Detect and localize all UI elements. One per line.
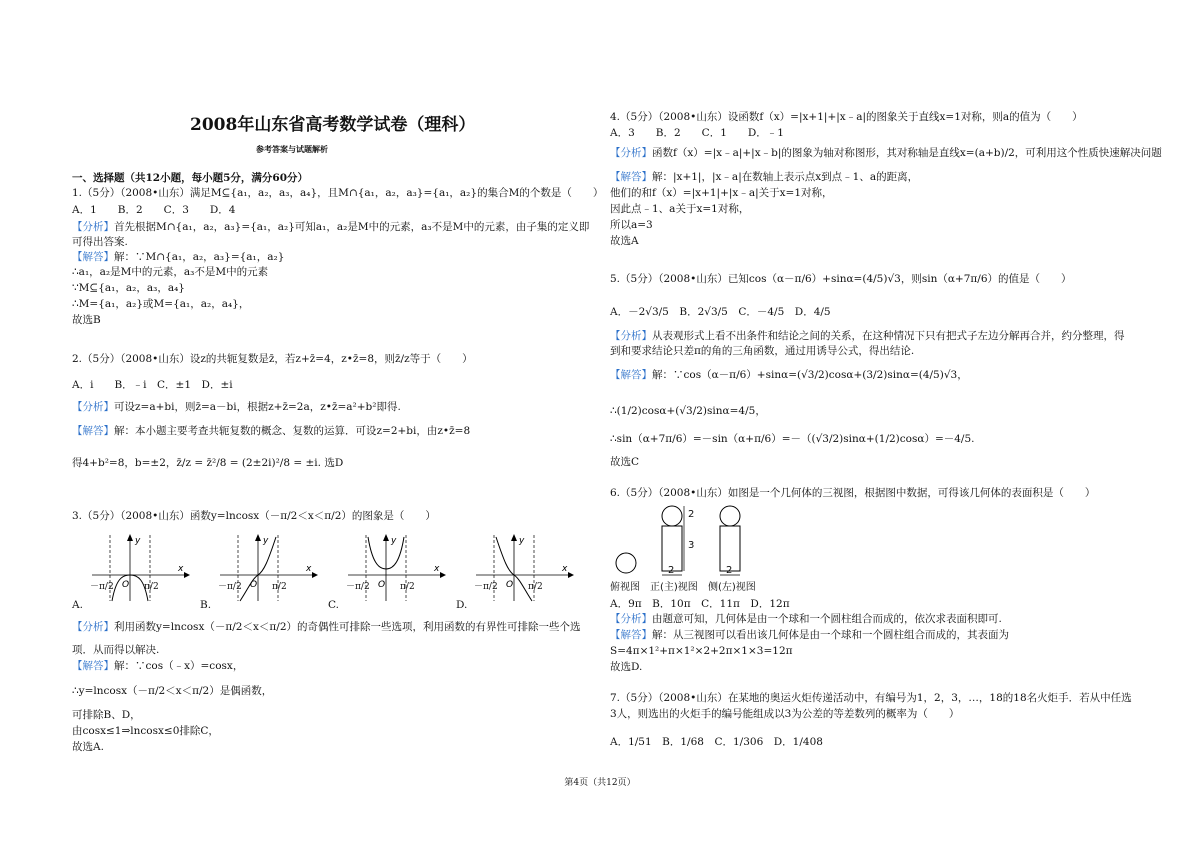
axis-x-label: x (562, 564, 568, 574)
analysis-tag: 【分析】 (72, 401, 114, 413)
q5-stem: 5.（5分）（2008•山东）已知cos（α－π/6）+sinα=(4/5)√3，则sin（α+7π/6）的值是（ ） (610, 273, 1072, 285)
dim-side-width: 2 (726, 565, 733, 576)
q5-analysis-text: 从表观形式上看不出条件和结论之间的关系，在这种情况下只有把式子左边分解再合并，约分整理，得 (652, 330, 1125, 342)
q2-analysis (72, 400, 401, 414)
q5-answer (610, 368, 968, 382)
q3-answer-5: 故选A. (72, 741, 104, 753)
graph-d-label: D. (456, 599, 468, 611)
dim-front-height: 3 (688, 540, 695, 551)
q5-options: A．－2√3/5 B．2√3/5 C．－4/5 D．4/5 (610, 306, 831, 318)
caption-front-view: 正(主)视图 (650, 582, 698, 593)
q1-answer-2: ∴a₁，a₂是M中的元素，a₃不是M中的元素 (72, 266, 269, 278)
page-subtitle: 参考答案与试题解析 (256, 144, 328, 154)
answer-tag: 【解答】 (610, 171, 652, 183)
q4-answer-5: 故选A (610, 235, 639, 247)
axis-y-label: y (135, 536, 141, 546)
graph-a-label: A. (72, 599, 83, 611)
q6-analysis (610, 612, 1002, 626)
axis-x-label: x (178, 564, 184, 574)
q4-answer-text: 解：|x+1|，|x﹣a|在数轴上表示点x到点﹣1、a的距离， (652, 171, 919, 183)
q6-analysis-text: 由题意可知，几何体是由一个球和一个圆柱组合而成的，依次求表面积即可. (652, 613, 1002, 625)
answer-tag: 【解答】 (610, 629, 652, 641)
analysis-tag: 【分析】 (610, 613, 652, 625)
q4-answer-4: 所以a=3 (610, 219, 653, 231)
q2-answer-2: 得4+b²=8，b=±2，z̄/z = z̄²/8 = (2±2i)²/8 = ±i. 选D (72, 457, 344, 469)
q3-answer-text: 解：∵cos（﹣x）=cosx， (114, 660, 244, 672)
analysis-tag: 【分析】 (72, 221, 114, 233)
q4-options: A．3 B．2 C．1 D．﹣1 (610, 127, 784, 139)
q3-answer-3: 可排除B、D， (72, 709, 141, 721)
q6-options: A．9π B．10π C．11π D．12π (610, 598, 790, 610)
axis-x-label: x (434, 564, 440, 574)
q5-answer-3: ∴sin（α+7π/6）=－sin（α+π/6）=－（(√3/2)sinα+(1/2)cosα）=－4/5. (610, 433, 975, 445)
q1-answer-4: ∴M={a₁，a₂}或M={a₁，a₂，a₄}， (72, 298, 250, 310)
answer-tag: 【解答】 (72, 251, 114, 263)
q4-analysis (610, 146, 1162, 160)
origin-label: O (378, 580, 386, 590)
dim-front-top: 2 (688, 509, 695, 520)
graph-d-tick-left: －π/2 (474, 582, 498, 592)
q1-options: A．1 B．2 C．3 D．4 (72, 204, 236, 216)
graph-d-tick-right: π/2 (528, 582, 543, 592)
graph-a-tick-left: －π/2 (90, 582, 114, 592)
dim-front-width: 2 (668, 565, 675, 576)
q2-answer (72, 424, 470, 438)
q3-analysis-text: 利用函数y=lncosx（－π/2＜x＜π/2）的奇偶性可排除一些选项，利用函数的有界性可排除一些个选 (114, 621, 581, 633)
q1-analysis (72, 220, 589, 234)
axis-y-label: y (263, 536, 269, 546)
q4-answer-3: 因此点﹣1、a关于x=1对称， (610, 203, 750, 215)
q4-analysis-text: 函数f（x）=|x﹣a|+|x﹣b|的图象为轴对称图形，其对称轴是直线x=(a+b)/2，可利用这个性质快速解决问题 (652, 147, 1162, 159)
q7-options: A．1/51 B．1/68 C．1/306 D．1/408 (610, 736, 823, 748)
q7-stem: 7.（5分）（2008•山东）在某地的奥运火炬传递活动中，有编号为1，2，3，…，18的18名火炬手．若从中任选 (610, 692, 1132, 704)
graph-a-tick-right: π/2 (144, 582, 159, 592)
q1-answer (72, 250, 284, 264)
q2-answer-text: 解：本小题主要考查共轭复数的概念、复数的运算．可设z=2+bi，由z•z̄=8 (114, 425, 471, 437)
q1-answer-3: ∵M⊆{a₁，a₂，a₃，a₄} (72, 282, 185, 294)
graph-b-label: B. (200, 599, 212, 611)
section-heading: 一、选择题（共12小题，每小题5分，满分60分） (72, 172, 309, 184)
caption-top-view: 俯视图 (610, 582, 640, 593)
graph-c-tick-left: －π/2 (346, 582, 370, 592)
analysis-tag: 【分析】 (72, 621, 114, 633)
q3-answer-2: ∴y=lncosx（－π/2＜x＜π/2）是偶函数， (72, 685, 273, 697)
graph-c-tick-right: π/2 (400, 582, 415, 592)
analysis-tag: 【分析】 (610, 330, 652, 342)
q6-stem: 6.（5分）（2008•山东）如图是一个几何体的三视图，根据图中数据，可得该几何体的表面积是（ ） (610, 487, 1096, 499)
q3-stem: 3.（5分）（2008•山东）函数y=lncosx（－π/2＜x＜π/2）的图象是（ ） (72, 510, 436, 522)
q5-answer-2: ∴(1/2)cosα+(√3/2)sinα=4/5， (610, 405, 766, 417)
q2-options: A．i B．﹣i C．±1 D．±i (72, 379, 233, 391)
origin-label: O (506, 580, 514, 590)
axis-x-label: x (306, 564, 312, 574)
q6-answer (610, 628, 1009, 642)
q2-analysis-text: 可设z=a+bi，则z̄=a－bi，根据z+z̄=2a，z•z̄=a²+b²即得. (114, 401, 401, 413)
q4-stem: 4.（5分）（2008•山东）设函数f（x）=|x+1|+|x﹣a|的图象关于直线x=1对称，则a的值为（ ） (610, 111, 1083, 123)
analysis-tag: 【分析】 (610, 147, 652, 159)
answer-tag: 【解答】 (72, 660, 114, 672)
q6-answer-text: 解：从三视图可以看出该几何体是由一个球和一个圆柱组合而成的，其表面为 (652, 629, 1009, 641)
q6-answer-3: 故选D. (610, 661, 643, 673)
axis-y-label: y (519, 536, 525, 546)
graph-b-tick-left: －π/2 (218, 582, 242, 592)
q5-analysis (610, 329, 1125, 343)
q3-answer-4: 由cosx≤1⇒lncosx≤0排除C， (72, 725, 219, 737)
page-title: 2008年山东省高考数学试卷（理科） (190, 115, 476, 135)
q1-analysis-text: 首先根据M∩{a₁，a₂，a₃}={a₁，a₂}可知a₁，a₂是M中的元素，a₃不是M中的元素，由子集的定义即 (114, 221, 590, 233)
q3-analysis-2: 项．从而得以解决. (72, 644, 160, 656)
q5-answer-4: 故选C (610, 456, 640, 468)
graph-c-label: C. (328, 599, 339, 611)
graph-b-tick-right: π/2 (272, 582, 287, 592)
origin-label: O (250, 580, 258, 590)
q3-analysis (72, 620, 581, 634)
q1-analysis-2: 可得出答案. (72, 236, 128, 248)
caption-side-view: 侧(左)视图 (708, 582, 756, 593)
q4-answer (610, 170, 918, 184)
q1-stem: 1.（5分）（2008•山东）满足M⊆{a₁，a₂，a₃，a₄}，且M∩{a₁，a₂，a₃}={a₁，a₂}的集合M的个数是（ ） (72, 187, 604, 199)
answer-tag: 【解答】 (72, 425, 114, 437)
origin-label: O (122, 580, 130, 590)
q1-answer-text: 解：∵M∩{a₁，a₂，a₃}={a₁，a₂} (114, 251, 285, 263)
q5-answer-text: 解：∵cos（α－π/6）+sinα=(√3/2)cosα+(3/2)sinα=(4/5)√3， (652, 369, 968, 381)
q4-answer-2: 他们的和f（x）=|x+1|+|x﹣a|关于x=1对称， (610, 187, 833, 199)
page-footer: 第4页（共12页） (564, 778, 636, 788)
axis-y-label: y (391, 536, 397, 546)
q7-stem-2: 3人，则选出的火炬手的编号能组成以3为公差的等差数列的概率为（ ） (610, 708, 960, 720)
q1-answer-5: 故选B (72, 314, 101, 326)
q5-analysis-2: 到和要求结论只差π的角的三角函数，通过用诱导公式，得出结论. (610, 345, 915, 357)
q6-answer-2: S=4π×1²+π×1²×2+2π×1×3=12π (610, 645, 793, 657)
answer-tag: 【解答】 (610, 369, 652, 381)
q3-answer (72, 659, 243, 673)
q2-stem: 2.（5分）（2008•山东）设z的共轭复数是z̄，若z+z̄=4，z•z̄=8，则z̄/z等于（ ） (72, 353, 473, 365)
